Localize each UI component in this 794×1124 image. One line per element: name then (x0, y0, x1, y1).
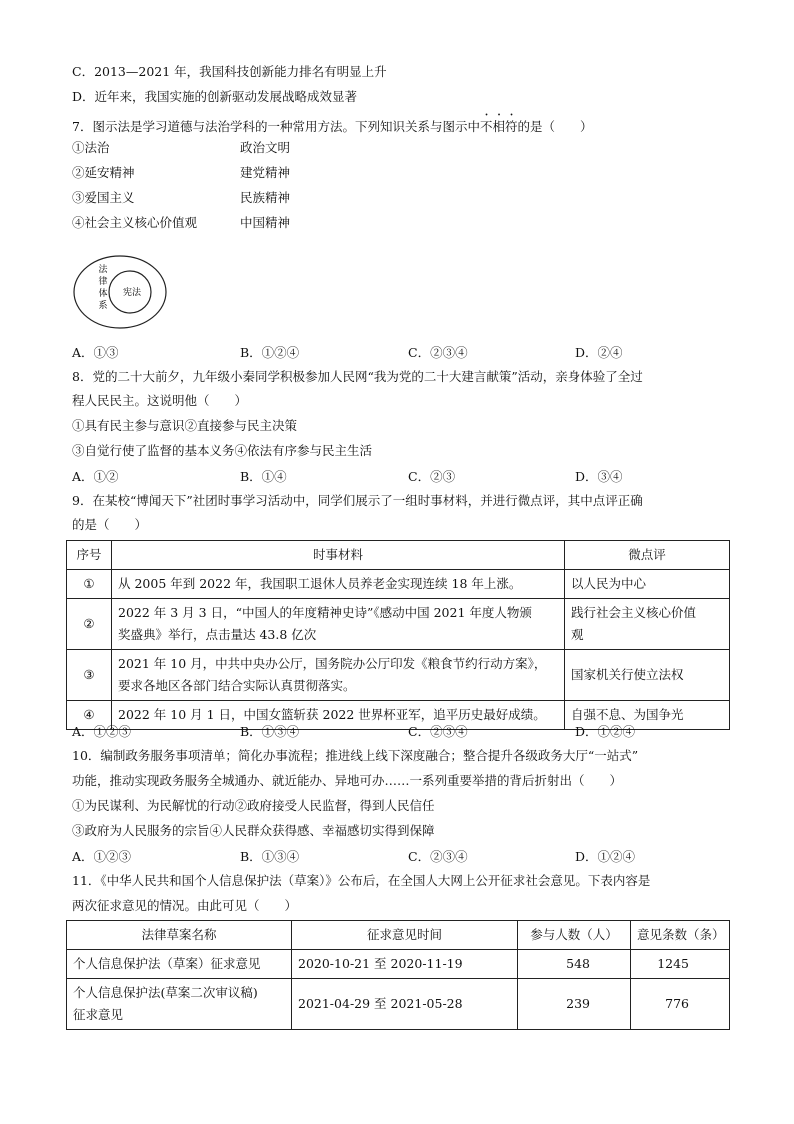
table-row: ③ 2021 年 10 月，中共中央办公厅，国务院办公厅印发《粮食节约行动方案》， 要求各地区各部门结合实际认真贯彻落实。 国家机关行使立法权 (67, 650, 730, 701)
option-a[interactable]: A．①② (72, 469, 119, 484)
option-c[interactable]: C．②③④ (408, 849, 468, 864)
q10-stem-line2: 功能，推动实现政务服务全城通办、就近能办、异地可办……一系列重要举措的背后折射出（ ） (72, 773, 623, 788)
q8-stem-line1: 8．党的二十大前夕，九年级小秦同学积极参加人民网“我为党的二十大建言献策”活动，亲身体验了全过 (72, 369, 643, 384)
header-cell: 征求意见时间 (292, 921, 518, 950)
header-cell: 参与人数（人） (518, 921, 631, 950)
outer-label-char: 系 (98, 301, 108, 311)
q11-stem-line2: 两次征求意见的情况。由此可见（ ） (72, 898, 298, 913)
option-d[interactable]: D．③④ (575, 469, 623, 484)
q10-options (72, 847, 732, 865)
inner-label: 宪法 (122, 288, 142, 298)
table-row: 个人信息保护法（草案）征求意见 2020-10-21 至 2020-11-19 548 1245 (67, 950, 730, 979)
q7-emphasis: 不相符 (479, 119, 518, 134)
table-row: ④ 2022 年 10 月 1 日，中国女篮斩获 2022 世界杯亚军，追平历史最好成绩。 自强不息、为国争光 (67, 701, 730, 730)
outer-circle (74, 256, 166, 328)
q7-stem: 7．图示法是学习道德与法治学科的一种常用方法。下列知识关系与图示中不相符的是（ ） (72, 119, 593, 134)
option-c[interactable]: C．②③④ (408, 724, 468, 739)
q7-options (72, 343, 732, 361)
option-d[interactable]: D．①②④ (575, 849, 636, 864)
q8-items-2: ③自觉行使了监督的基本义务④依法有序参与民主生活 (72, 443, 373, 458)
header-cell: 序号 (67, 541, 112, 570)
option-d[interactable]: D．①②④ (575, 724, 636, 739)
option-a[interactable]: A．①②③ (72, 849, 132, 864)
outer-label-char: 法 (98, 265, 108, 275)
q9-table (66, 540, 730, 730)
option-c[interactable]: C．②③④ (408, 345, 468, 360)
outer-label-char: 律 (98, 277, 108, 287)
option-b[interactable]: B．①③④ (240, 849, 300, 864)
option-b[interactable]: B．①③④ (240, 724, 300, 739)
option-d[interactable]: D．②④ (575, 345, 623, 360)
q10-stem-line1: 10．编制政务服务事项清单；简化办事流程；推进线上线下深度融合；整合提升各级政务大厅“一站式” (72, 748, 639, 763)
q10-items-2: ③政府为人民服务的宗旨④人民群众获得感、幸福感切实得到保障 (72, 823, 435, 838)
option-b[interactable]: B．①④ (240, 469, 287, 484)
option-a[interactable]: A．①③ (72, 345, 119, 360)
q11-table (66, 920, 730, 1030)
q6-option-d: D．近年来，我国实施的创新驱动发展战略成效显著 (72, 89, 358, 104)
q10-items-1: ①为民谋利、为民解忧的行动②政府接受人民监督，得到人民信任 (72, 798, 435, 813)
q8-options (72, 467, 732, 485)
table-header-row (67, 921, 730, 950)
table-row: 个人信息保护法(草案二次审议稿) 征求意见 2021-04-29 至 2021-05-28 239 776 (67, 979, 730, 1030)
header-cell: 法律草案名称 (67, 921, 292, 950)
header-cell: 时事材料 (112, 541, 565, 570)
q9-options (72, 722, 732, 740)
table-header-row (67, 541, 730, 570)
outer-label-char: 体 (98, 289, 108, 299)
q9-stem-line1: 9．在某校“博闻天下”社团时事学习活动中，同学们展示了一组时事材料，并进行微点评，其中点评正确 (72, 493, 643, 508)
q6-option-c: C．2013—2021 年，我国科技创新能力排名有明显上升 (72, 64, 387, 79)
option-b[interactable]: B．①②④ (240, 345, 300, 360)
header-cell: 意见条数（条） (631, 921, 730, 950)
header-cell: 微点评 (565, 541, 730, 570)
q9-stem-line2: 的是（ ） (72, 517, 148, 532)
q8-stem-line2: 程人民民主。这说明他（ ） (72, 393, 248, 408)
q11-stem-line1: 11．《中华人民共和国个人信息保护法（草案）》公布后，在全国人大网上公开征求社会意见。下表内容是 (72, 873, 651, 888)
q7-venn-diagram (72, 254, 172, 330)
option-a[interactable]: A．①②③ (72, 724, 132, 739)
table-row: ② 2022 年 3 月 3 日，“中国人的年度精神史诗”《感动中国 2021 年度人物颁 奖盛典》举行，点击量达 43.8 亿次 践行社会主义核心价值 观 (67, 599, 730, 650)
q8-items-1: ①具有民主参与意识②直接参与民主决策 (72, 418, 298, 433)
table-row: ① 从 2005 年到 2022 年，我国职工退休人员养老金实现连续 18 年上涨。 以人民为中心 (67, 570, 730, 599)
option-c[interactable]: C．②③ (408, 469, 456, 484)
